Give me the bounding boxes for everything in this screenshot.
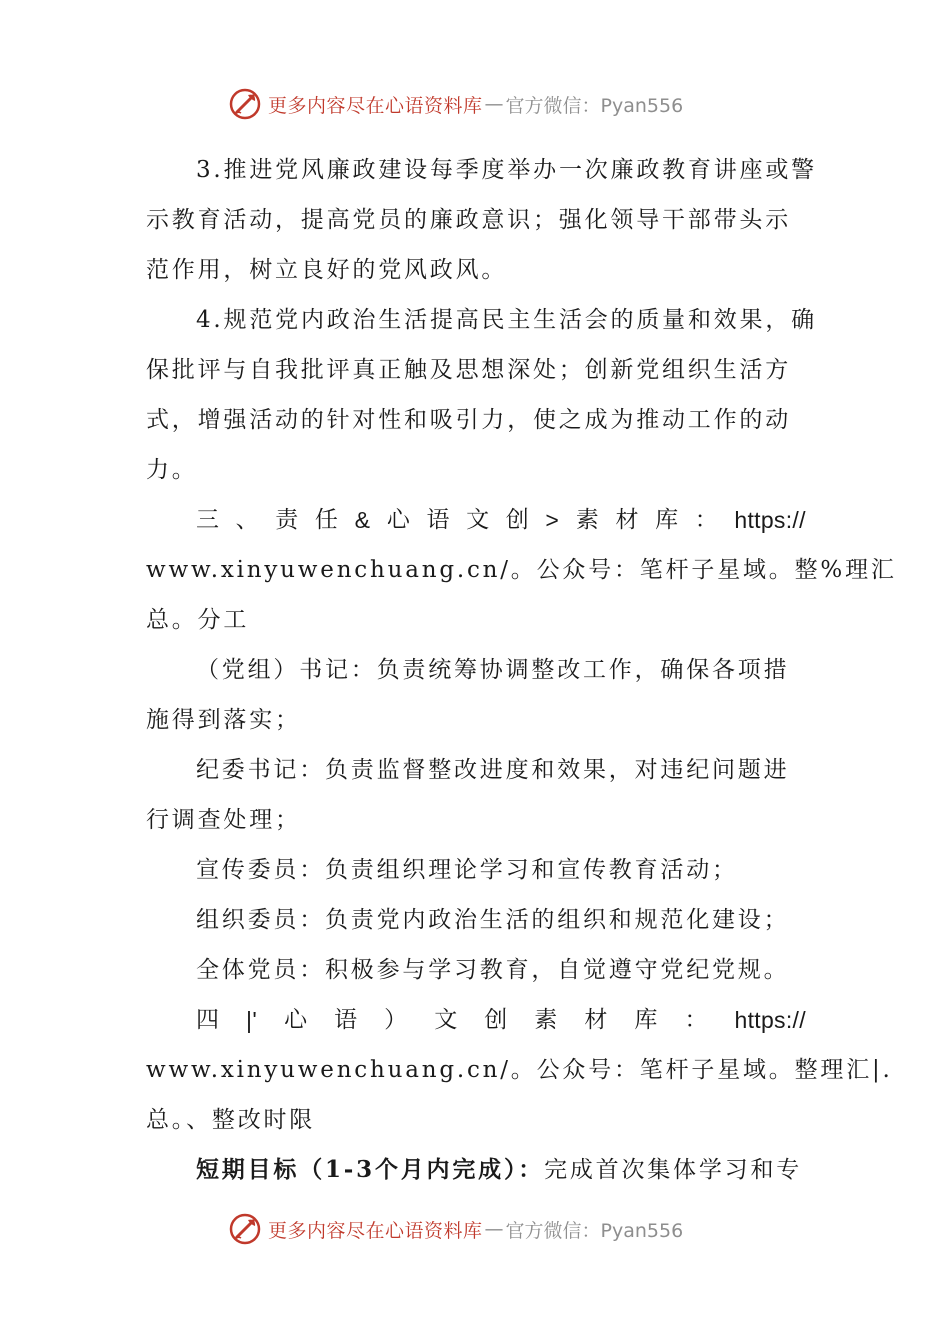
paragraph-line: www.xinyuwenchuang.cn/。公众号：笔杆子星域。整%理汇 (146, 557, 897, 583)
paragraph-line: 总。分工 (146, 607, 250, 633)
paragraph-line: 范作用，树立良好的党风政风。 (146, 257, 508, 283)
paragraph-line: 4.规范党内政治生活提高民主生活会的质量和效果，确 (196, 307, 817, 333)
paragraph-line: 宣传委员：负责组织理论学习和宣传教育活动； (196, 857, 738, 883)
paragraph-line: 施得到落实； (146, 707, 301, 733)
paragraph-line: 保批评与自我批评真正触及思想深处；创新党组织生活方 (146, 357, 791, 383)
header-watermark-banner (228, 84, 683, 124)
banner-brand-text: 更多内容尽在心语资料库 (268, 1219, 483, 1242)
quill-logo-icon (228, 87, 262, 121)
paragraph-line: 3.推进党风廉政建设每季度举办一次廉政教育讲座或警 (196, 157, 817, 183)
banner-separator: — (484, 93, 504, 115)
quill-logo-icon (228, 1212, 262, 1246)
section-three-heading: 三 、 责 任 & 心 语 文 创 > 素 材 库 ： https:// (146, 495, 806, 545)
document-body (146, 145, 897, 1195)
short-term-text: 完成首次集体学习和专 (544, 1157, 803, 1183)
footer-watermark-banner (228, 1209, 683, 1249)
section-four-heading: 四 |' 心 语 ） 文 创 素 材 库 ： https:// (146, 995, 806, 1045)
paragraph-line: 纪委书记：负责监督整改进度和效果，对违纪问题进 (196, 757, 790, 783)
paragraph-line: 总。、整改时限 (146, 1107, 316, 1133)
banner-wechat-text: 官方微信：Pyan556 (505, 94, 684, 117)
paragraph-line: 力。 (146, 457, 198, 483)
banner-wechat-text: 官方微信：Pyan556 (505, 1219, 684, 1242)
banner-separator: — (484, 1218, 504, 1240)
paragraph-line: （党组）书记：负责统筹协调整改工作，确保各项措 (196, 657, 790, 683)
url-text: https:// (734, 507, 806, 533)
short-term-goal-line (146, 1145, 806, 1195)
paragraph-line: 行调查处理； (146, 807, 301, 833)
paragraph-line: www.xinyuwenchuang.cn/。公众号：笔杆子星域。整理汇|. (146, 1057, 893, 1083)
paragraph-line: 式，增强活动的针对性和吸引力，使之成为推动工作的动 (146, 407, 791, 433)
banner-brand-text: 更多内容尽在心语资料库 (268, 94, 483, 117)
short-term-label: 短期目标（1-3个月内完成）： (196, 1156, 545, 1183)
url-text: https:// (734, 1007, 806, 1033)
paragraph-line: 组织委员：负责党内政治生活的组织和规范化建设； (196, 907, 790, 933)
paragraph-line: 示教育活动，提高党员的廉政意识；强化领导干部带头示 (146, 207, 791, 233)
paragraph-line: 全体党员：积极参与学习教育，自觉遵守党纪党规。 (196, 957, 790, 983)
